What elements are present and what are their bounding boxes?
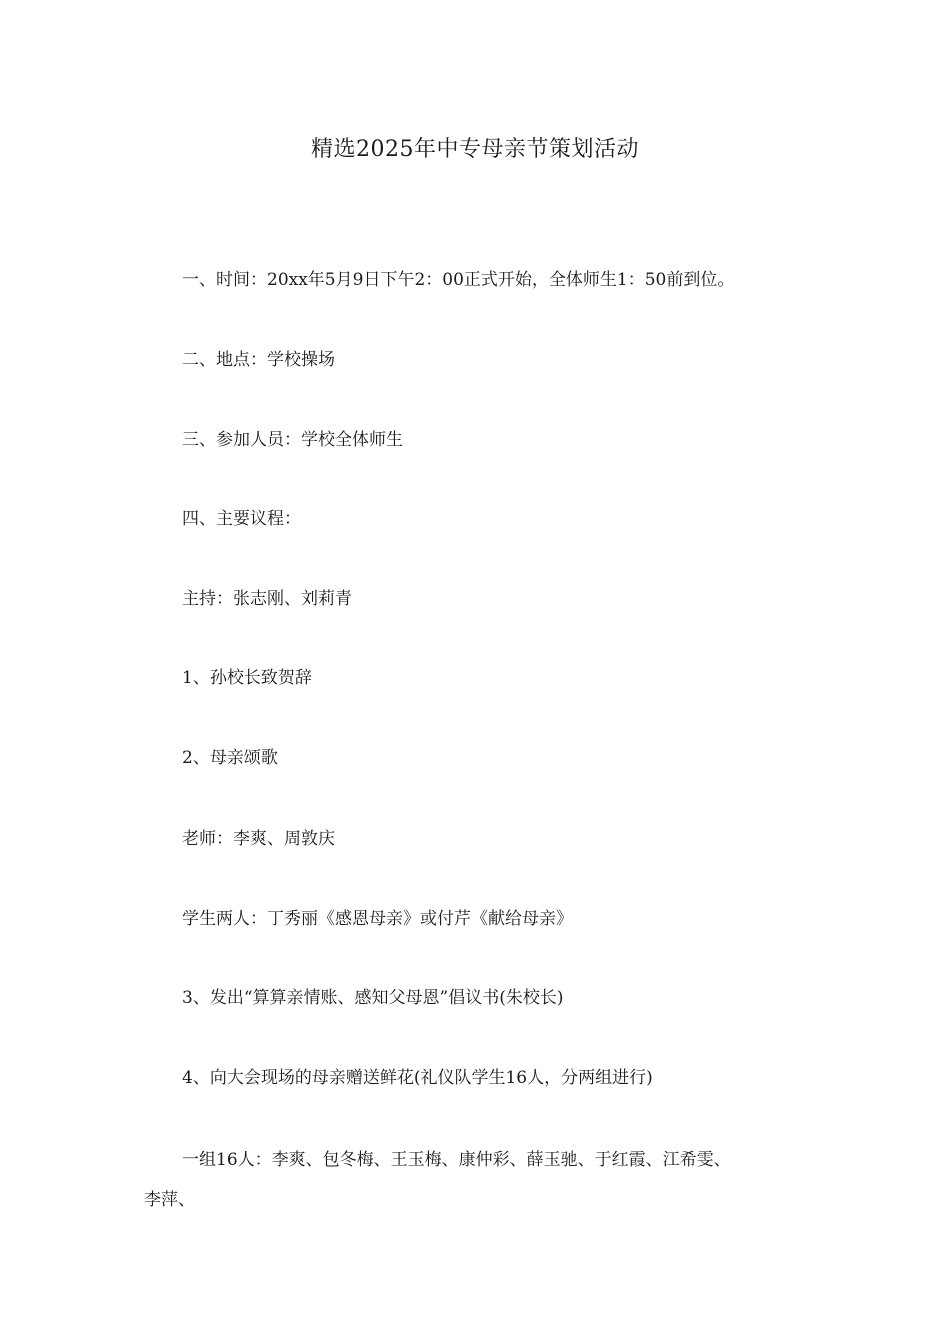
paragraph-group-one-line-2: 李萍、 xyxy=(144,1190,195,1210)
paragraph-students: 学生两人：丁秀丽《感恩母亲》或付芹《献给母亲》 xyxy=(182,909,573,929)
paragraph-teachers: 老师：李爽、周敦庆 xyxy=(182,829,335,849)
paragraph-group-one xyxy=(144,1140,824,1220)
paragraph-agenda-item-4: 4、向大会现场的母亲赠送鲜花(礼仪队学生16人，分两组进行) xyxy=(182,1068,653,1088)
paragraph-agenda-item-3: 3、发出“算算亲情账、感知父母恩”倡议书(朱校长) xyxy=(182,988,564,1008)
paragraph-group-one-line-1: 一组16人：李爽、包冬梅、王玉梅、康仲彩、薛玉驰、于红霞、江希雯、 xyxy=(182,1150,731,1170)
paragraph-agenda-item-2: 2、母亲颂歌 xyxy=(182,748,278,768)
document-title: 精选2025年中专母亲节策划活动 xyxy=(311,137,639,162)
paragraph-location: 二、地点：学校操场 xyxy=(182,350,335,370)
paragraph-participants: 三、参加人员：学校全体师生 xyxy=(182,430,403,450)
paragraph-time: 一、时间：20xx年5月9日下午2：00正式开始，全体师生1：50前到位。 xyxy=(182,270,735,290)
paragraph-agenda-heading: 四、主要议程： xyxy=(182,509,301,529)
paragraph-hosts: 主持：张志刚、刘莉青 xyxy=(182,589,352,609)
paragraph-agenda-item-1: 1、孙校长致贺辞 xyxy=(182,668,312,688)
